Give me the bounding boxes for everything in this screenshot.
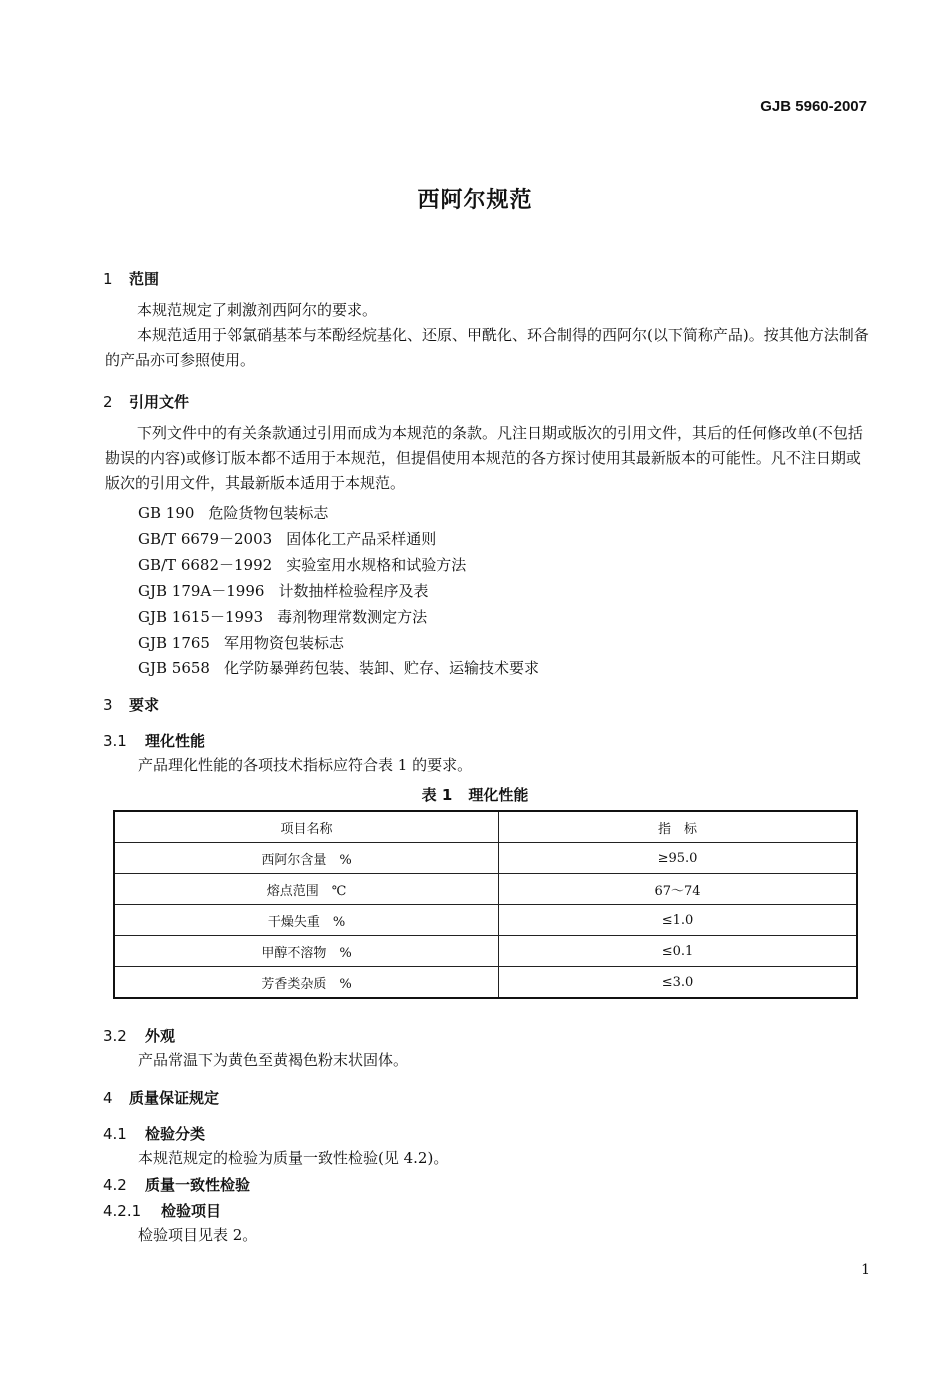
section-title: 范围: [129, 270, 160, 288]
table-caption: [0, 784, 950, 805]
reference-item: [138, 657, 539, 678]
reference-code: GJB 1615－1993: [138, 608, 264, 626]
table-row: [114, 874, 857, 905]
paragraph: 检验项目见表 2。: [138, 1226, 258, 1244]
table-cell: 甲醇不溶物 %: [114, 936, 499, 967]
section-3-heading: [103, 694, 159, 715]
section-number: 4: [103, 1089, 113, 1107]
section-number: 2: [103, 393, 113, 411]
table-row: [114, 936, 857, 967]
section-number: 4.1: [103, 1125, 127, 1143]
table-row: [114, 905, 857, 936]
table-cell: ≤3.0: [499, 967, 858, 999]
table-cell: 熔点范围 ℃: [114, 874, 499, 905]
table-caption-title: 理化性能: [468, 786, 529, 804]
table-cell: 干燥失重 %: [114, 905, 499, 936]
reference-name: 毒剂物理常数测定方法: [277, 608, 428, 626]
section-title: 理化性能: [145, 732, 206, 750]
reference-name: 计数抽样检验程序及表: [278, 582, 429, 600]
reference-name: 危险货物包装标志: [208, 504, 329, 522]
section-1-body: [105, 298, 870, 373]
table-header-cell: 指 标: [499, 811, 858, 843]
reference-code: GJB 1765: [138, 634, 210, 652]
section-4-2-heading: [103, 1174, 250, 1195]
table-cell: ≤0.1: [499, 936, 858, 967]
paragraph: 本规范适用于邻氯硝基苯与苯酚经烷基化、还原、甲酰化、环合制得的西阿尔(以下简称产品)。按其他方法制备的产品亦可参照使用。: [105, 326, 869, 369]
section-number: 3: [103, 696, 113, 714]
reference-item: [138, 502, 328, 523]
page-number: 1: [861, 1262, 870, 1278]
table-cell: ≥95.0: [499, 843, 858, 874]
reference-name: 固体化工产品采样通则: [286, 530, 437, 548]
table-cell: ≤1.0: [499, 905, 858, 936]
section-title: 外观: [145, 1027, 176, 1045]
table-caption-number: 表 1: [421, 786, 453, 804]
section-number: 4.2: [103, 1176, 127, 1194]
section-1-heading: [103, 268, 159, 289]
reference-code: GJB 5658: [138, 659, 210, 677]
reference-item: [138, 606, 427, 627]
section-title: 引用文件: [129, 393, 190, 411]
section-number: 4.2.1: [103, 1202, 142, 1220]
table-row: [114, 967, 857, 999]
section-title: 要求: [129, 696, 160, 714]
reference-item: [138, 632, 344, 653]
section-title: 质量保证规定: [129, 1089, 220, 1107]
section-4-heading: [103, 1087, 219, 1108]
reference-item: [138, 528, 436, 549]
properties-table: [113, 810, 858, 999]
standard-code: GJB 5960-2007: [760, 98, 867, 115]
section-number: 3.1: [103, 732, 127, 750]
section-3-1-heading: [103, 730, 205, 751]
table-cell: 67～74: [499, 874, 858, 905]
reference-code: GB/T 6679－2003: [138, 530, 273, 548]
paragraph: 产品理化性能的各项技术指标应符合表 1 的要求。: [138, 756, 473, 774]
section-number: 1: [103, 270, 113, 288]
table-cell: 芳香类杂质 %: [114, 967, 499, 999]
reference-item: [138, 554, 466, 575]
section-title: 质量一致性检验: [145, 1176, 251, 1194]
paragraph: 本规范规定的检验为质量一致性检验(见 4.2)。: [138, 1149, 449, 1167]
section-number: 3.2: [103, 1027, 127, 1045]
section-title: 检验项目: [161, 1202, 222, 1220]
reference-code: GJB 179A－1996: [138, 582, 265, 600]
reference-code: GB/T 6682－1992: [138, 556, 273, 574]
paragraph: 本规范规定了刺激剂西阿尔的要求。: [137, 301, 378, 319]
reference-name: 实验室用水规格和试验方法: [286, 556, 467, 574]
section-2-heading: [103, 391, 189, 412]
reference-name: 军用物资包装标志: [223, 634, 344, 652]
section-3-2-heading: [103, 1025, 175, 1046]
paragraph: 产品常温下为黄色至黄褐色粉末状固体。: [138, 1051, 409, 1069]
reference-code: GB 190: [138, 504, 195, 522]
section-4-1-heading: [103, 1123, 205, 1144]
reference-name: 化学防暴弹药包装、装卸、贮存、运输技术要求: [223, 659, 539, 677]
page-title: 西阿尔规范: [417, 188, 533, 213]
section-2-body: [105, 421, 870, 496]
table-cell: 西阿尔含量 %: [114, 843, 499, 874]
section-title: 检验分类: [145, 1125, 206, 1143]
reference-item: [138, 580, 428, 601]
section-4-2-1-heading: [103, 1200, 221, 1221]
paragraph: 下列文件中的有关条款通过引用而成为本规范的条款。凡注日期或版次的引用文件，其后的任何修改单(不包括勘误的内容)或修订版本都不适用于本规范，但提倡使用本规范的各方探讨使用其最新版本的可能性。凡不注日期或版次的引用文件，其最新版本适用于本规范。: [105, 424, 863, 492]
table-header-cell: 项目名称: [114, 811, 499, 843]
table-row: [114, 843, 857, 874]
table-header-row: [114, 811, 857, 843]
